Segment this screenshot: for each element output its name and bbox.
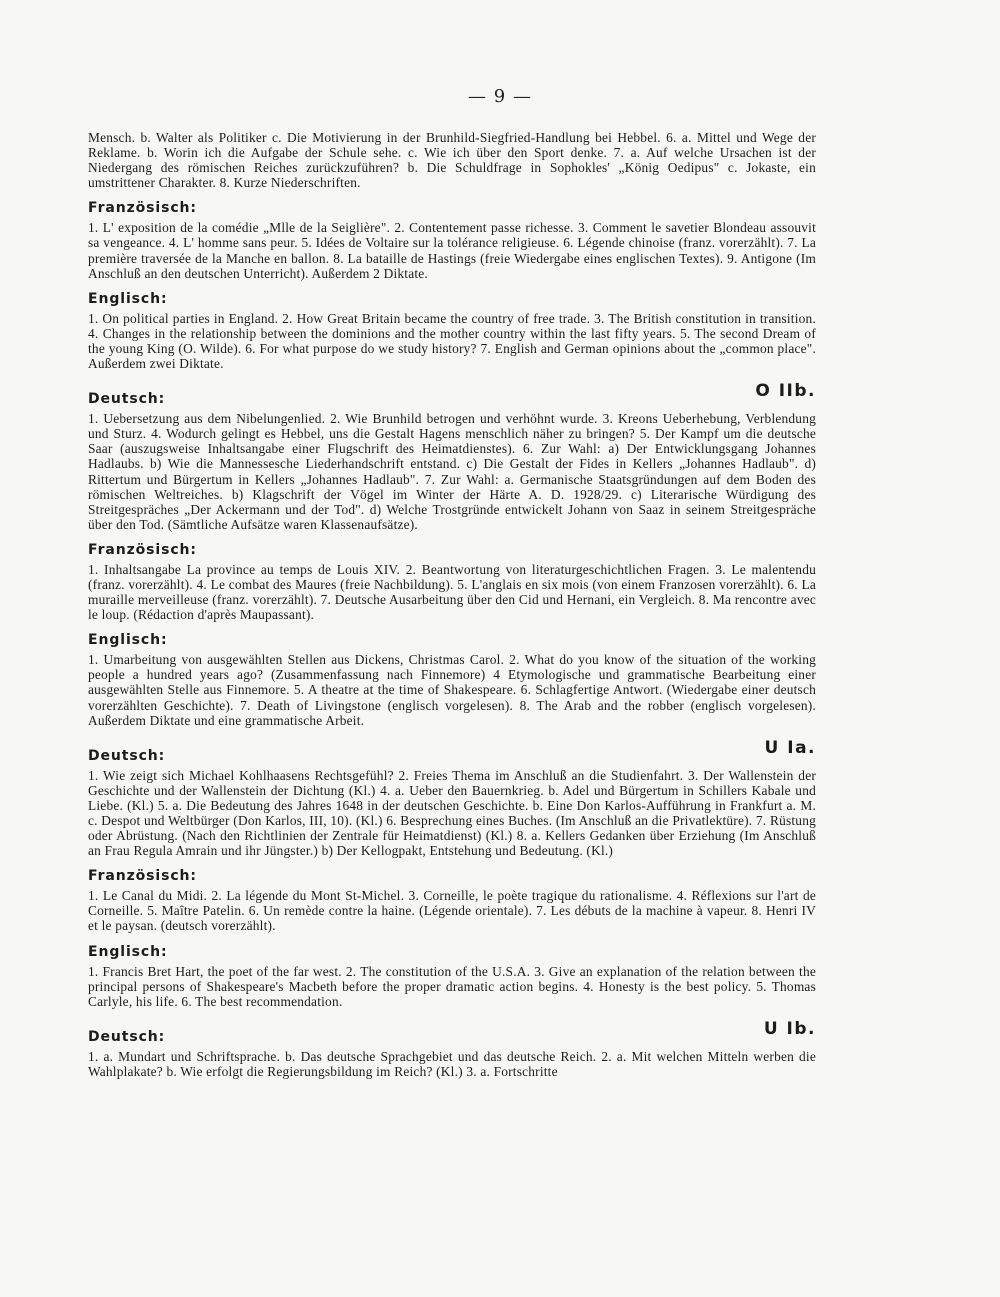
section-heading: Englisch: (88, 943, 168, 960)
section-heading: Deutsch: (88, 391, 166, 408)
section-text: 1. a. Mundart und Schriftsprache. b. Das deutsche Sprachgebiet und das deutsche Reich. 2. a. Mit welchen Mitteln werben die Wahlplakate? b. Wie erfolgt die Regierungsbildung im Reich? (Kl.) 3. a. Fortschritte (88, 1048, 816, 1079)
section-text: 1. Uebersetzung aus dem Nibelungenlied. 2. Wie Brunhild betrogen und verhöhnt wurde. 3. Kreons Ueberhebung, Verblendung und Sturz. 4. Wodurch gelingt es Hebbel, uns die Gestalt Hagens menschlich näher zu bringen? 5. Der Kampf um die deutsche Saar (auszugsweise Inhaltsangabe einer Flugschrift des Heimatdienstes). 6. Zur Wahl: a) Der Entwicklungsgang Johannes Hadlaubs. b) Wie die Mannessesche Liederhandschrift entstand. c) Die Gestalt der Fides in Kellers „Johannes Hadlaub". d) Rittertum und Bürgertum in Kellers „Johannes Hadlaub". 7. Zur Wahl: a. Germanische Staatsgründungen auf dem Boden des römischen Weltreiches. b) Klagschrift der Vögel im Winter der Härte A. D. 1928/29. c) Literarische Würdigung des Streitgespräches „Der Ackermann und der Tod". d) Welche Trostgründe entwickelt Johann von Saaz in seinem Streitgespräche über den Tod. (Sämtliche Aufsätze waren Klassenaufsätze). (88, 411, 816, 532)
section-deutsch-oiib (88, 381, 816, 532)
section-text: 1. Francis Bret Hart, the poet of the far west. 2. The constitution of the U.S.A. 3. Give an explanation of the relation between the principal persons of Shakespeare's Macbeth before the proper dramatic action begins. 4. Honesty is the best policy. 5. Thomas Carlyle, his life. 6. The best recommendation. (88, 963, 816, 1009)
section-heading: Deutsch: (88, 747, 166, 764)
section-text: 1. Le Canal du Midi. 2. La légende du Mont St-Michel. 3. Corneille, le poète tragique du rationalisme. 4. Réflexions sur l'art de Corneille. 5. Maître Patelin. 6. Un remède contre la haine. (Légende orientale). 7. Les débuts de la machine à vapeur. 8. Henri IV et le paysan. (deutsch vorerzählt). (88, 888, 816, 934)
section-text: 1. Wie zeigt sich Michael Kohlhaasens Rechtsgefühl? 2. Freies Thema im Anschluß an die Studienfahrt. 3. Der Wallenstein der Geschichte und der Wallenstein der Dichtung (Kl.) 4. a. Ueber den Bauernkrieg. b. Adel und Bürgertum in Schillers Kabale und Liebe. (Kl.) 5. a. Die Bedeutung des Jahres 1648 in der deutschen Geschichte. b. Eine Don Karlos-Aufführung in Frankfurt a. M. c. Despot und Weltbürger (Don Karlos, III, 10). (Kl.) 6. Besprechung eines Buches. (Im Anschluß an die Privatlektüre). 7. Rüstung oder Abrüstung. (Nach den Richtlinien der Zentrale für Heimatdienst) (Kl.) 8. a. Kellers Gedanken über Erziehung (Im Anschluß an Frau Regula Amrain und ihr Jüngster.) b) Der Kellogpakt, Entstehung und Bedeutung. (Kl.) (88, 767, 816, 859)
section-heading: Französisch: (88, 541, 197, 558)
section-franzoesisch-1 (88, 200, 816, 280)
section-englisch-3 (88, 944, 816, 1009)
section-englisch-1 (88, 291, 816, 371)
section-deutsch-uia (88, 738, 816, 859)
section-heading: Französisch: (88, 200, 197, 217)
page-number: — 9 — (468, 86, 532, 107)
page-content (88, 130, 816, 1079)
section-text: 1. On political parties in England. 2. How Great Britain became the country of free trade. 3. The British constitution in transition. 4. Changes in the relationship between the dominions and the mother country within the last fifty years. 5. The second Dream of the young King (O. Wilde). 6. For what purpose do we study history? 7. English and German opinions about the „common place". Außerdem zwei Diktate. (88, 310, 816, 372)
intro-paragraph: Mensch. b. Walter als Politiker c. Die Motivierung in der Brunhild-Siegfried-Handlung bei Hebbel. 6. a. Mittel und Wege der Reklame. b. Worin ich die Aufgabe der Schule sehe. c. Wie ich über den Sport denke. 7. a. Auf welche Ursachen ist der Niedergang des römischen Reiches zurückzuführen? b. Die Schuldfrage in Sophokles' „König Oedipus" c. Jokaste, ein umstrittener Charakter. 8. Kurze Niederschriften. (88, 130, 816, 191)
section-heading: Englisch: (88, 632, 168, 649)
section-text: 1. Umarbeitung von ausgewählten Stellen aus Dickens, Christmas Carol. 2. What do you know of the situation of the working people a hundred years ago? (Zusammenfassung nach Finnemore) 4 Etymologische und grammatische Bearbeitung einer ausgewählten Stelle aus Finnemore. 5. A theatre at the time of Shakespeare. 6. Schlagfertige Antwort. (Wiedergabe einer deutsch vorerzählten Geschichte). 7. Death of Livingstone (englisch vorgelesen). 8. The Arab and the robber (englisch vorgelesen). Außerdem Diktate und eine grammatische Arbeit. (88, 652, 816, 728)
section-text: 1. Inhaltsangabe La province au temps de Louis XIV. 2. Beantwortung von literaturgeschichtlichen Fragen. 3. Le malentendu (franz. vorerzählt). 4. Le combat des Maures (freie Nachbildung). 5. L'anglais en six mois (von einem Franzosen vorerzählt). 6. La muraille merveilleuse (franz. vorerzählt). 7. Deutsche Ausarbeitung über den Cid und Hernani, ein Vergleich. 8. Ma rencontre avec le loup. (Rédaction d'après Maupassant). (88, 561, 816, 623)
section-englisch-2 (88, 632, 816, 727)
class-label: U Ib. (763, 1018, 816, 1039)
class-label: O IIb. (755, 381, 816, 402)
section-deutsch-uib (88, 1019, 816, 1079)
section-text: 1. L' exposition de la comédie „Mlle de la Seiglière". 2. Contentement passe richesse. 3. Comment le savetier Blondeau assouvit sa vengeance. 4. L' homme sans peur. 5. Idées de Voltaire sur la tolérance religieuse. 6. Légende chinoise (franz. vorerzählt). 7. La première traversée de la Manche en ballon. 8. La bataille de Hastings (freie Wiedergabe eines englischen Textes). 9. Antigone (Im Anschluß an den deutschen Unterricht). Außerdem 2 Diktate. (88, 220, 816, 281)
section-franzoesisch-2 (88, 542, 816, 622)
section-heading: Französisch: (88, 868, 197, 885)
section-heading: Englisch: (88, 290, 168, 307)
class-label: U Ia. (764, 737, 816, 758)
section-franzoesisch-3 (88, 868, 816, 933)
section-heading: Deutsch: (88, 1028, 166, 1045)
